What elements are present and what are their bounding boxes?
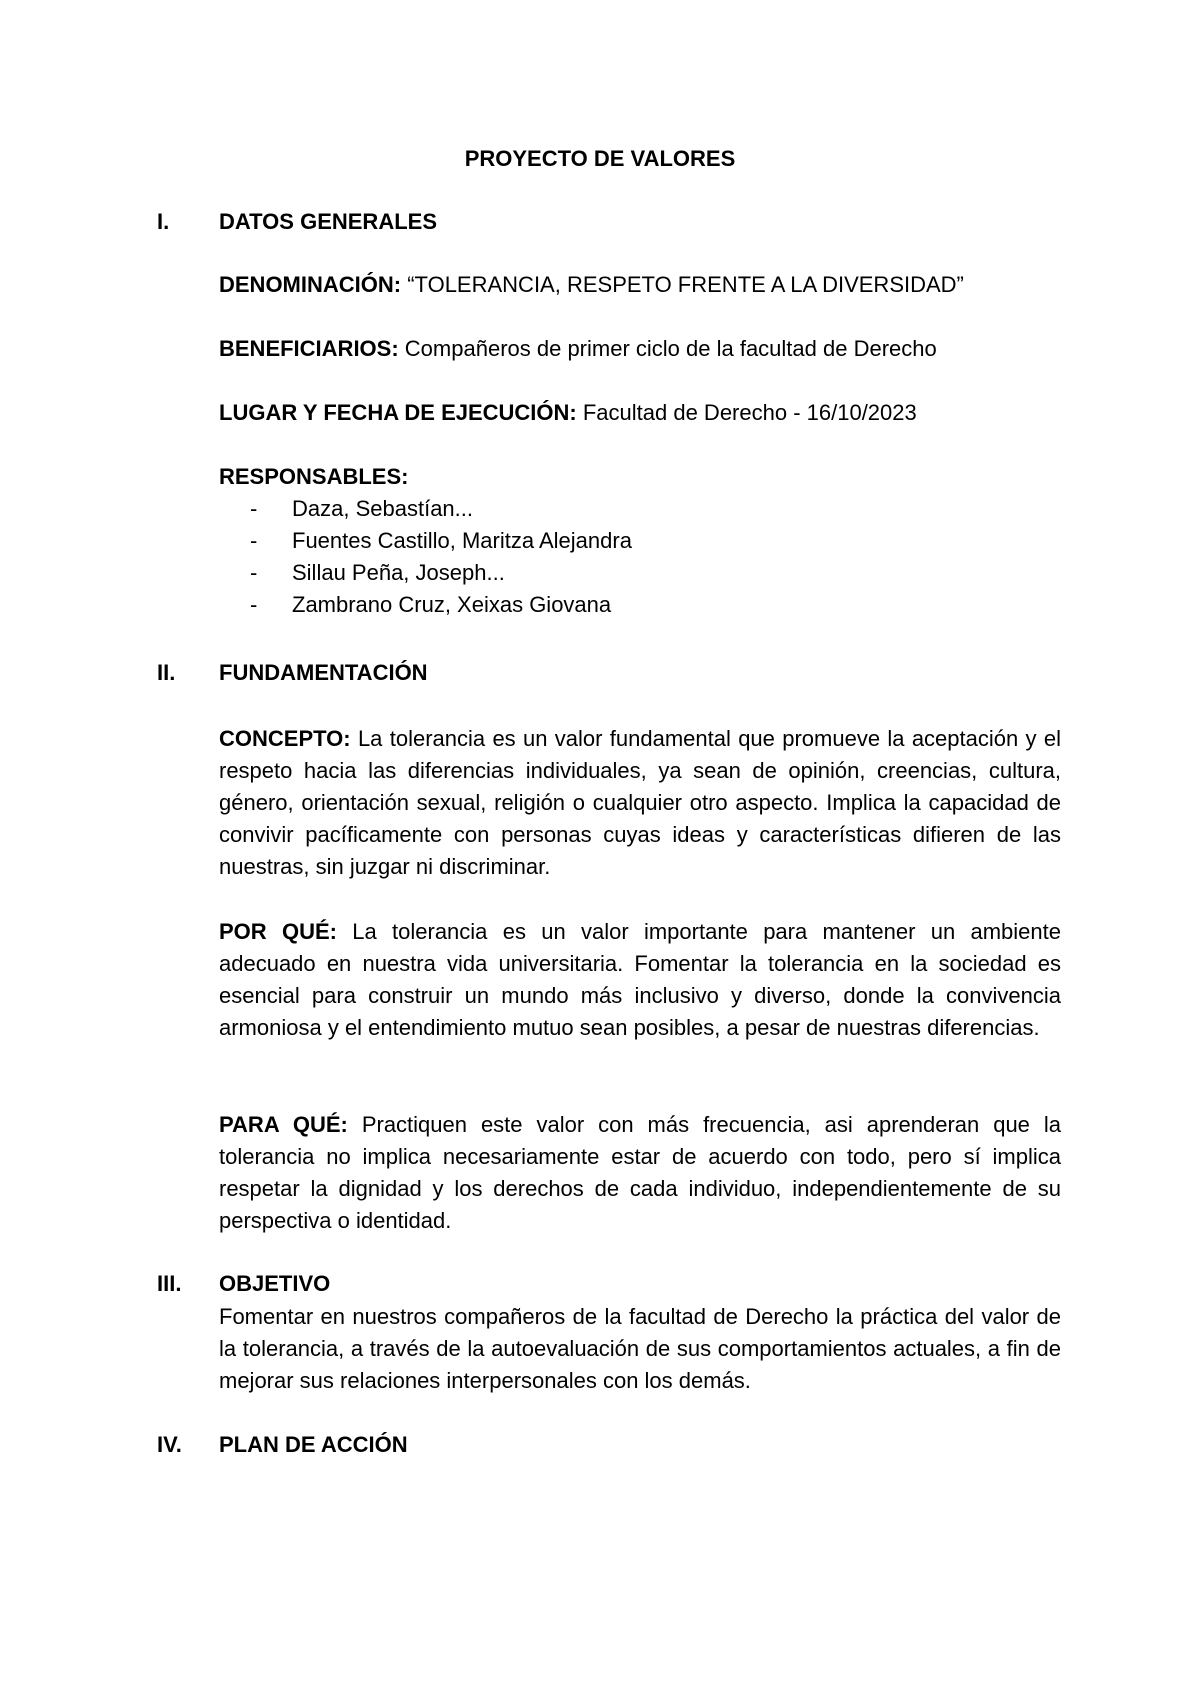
list-dash: - [250,528,258,553]
denominacion-value: “TOLERANCIA, RESPETO FRENTE A LA DIVERSIDAD” [407,272,964,297]
section-number: I. [157,209,170,234]
objetivo-paragraph [219,1301,1061,1397]
lugar-fecha-line [219,400,917,426]
responsable-name: Sillau Peña, Joseph... [292,560,505,585]
responsable-name: Fuentes Castillo, Maritza Alejandra [292,528,632,553]
concepto-text: La tolerancia es un valor fundamental que promueve la aceptación y el respeto hacia las diferencias individuales, ya sean de opinión, creencias, cultura, género, orientación sexual, religión o cualquier otro aspecto. Implica la capacidad de convivir pacíficamente con personas cuyas ideas y características difieren de las nuestras, sin juzgar ni discriminar. [219,726,1061,879]
document-title: PROYECTO DE VALORES [464,146,736,171]
section-label: DATOS GENERALES [219,209,437,234]
lugar-fecha-value: Facultad de Derecho - 16/10/2023 [582,400,917,425]
responsables-label: RESPONSABLES: [219,464,409,489]
beneficiarios-value: Compañeros de primer ciclo de la facultad de Derecho [404,336,937,361]
por-que-label: POR QUÉ: [219,919,353,944]
denominacion-label: DENOMINACIÓN: [219,272,408,297]
list-dash: - [250,592,258,617]
section-label: FUNDAMENTACIÓN [219,660,428,685]
lugar-fecha-label: LUGAR Y FECHA DE EJECUCIÓN: [219,400,583,425]
beneficiarios-label: BENEFICIARIOS: [219,336,405,361]
para-que-label: PARA QUÉ: [219,1112,362,1137]
list-dash: - [250,496,258,521]
responsable-name: Zambrano Cruz, Xeixas Giovana [292,592,612,617]
responsables-line [219,464,408,490]
section-label: PLAN DE ACCIÓN [219,1432,408,1457]
responsable-name: Daza, Sebastían... [292,496,473,521]
por-que-paragraph [219,916,1061,1044]
objetivo-text: Fomentar en nuestros compañeros de la facultad de Derecho la práctica del valor de la tolerancia, a través de la autoevaluación de sus comportamientos actuales, a fin de mejorar sus relaciones interpersonales con los demás. [219,1304,1061,1393]
para-que-text: Practiquen este valor con más frecuencia, asi aprenderan que la tolerancia no implica necesariamente estar de acuerdo con todo, pero sí implica respetar la dignidad y los derechos de cada individuo, independientemente de su perspectiva o identidad. [219,1112,1061,1233]
concepto-label: CONCEPTO: [219,726,358,751]
section-label: OBJETIVO [219,1271,331,1296]
denominacion-line [219,272,964,298]
section-number: III. [157,1271,182,1296]
por-que-text: La tolerancia es un valor importante para mantener un ambiente adecuado en nuestra vida universitaria. Fomentar la tolerancia en la sociedad es esencial para construir un mundo más inclusivo y diverso, donde la convivencia armoniosa y el entendimiento mutuo sean posibles, a pesar de nuestras diferencias. [219,919,1062,1040]
list-dash: - [250,560,258,585]
section-number: IV. [157,1432,182,1457]
beneficiarios-line [219,336,937,362]
para-que-paragraph [219,1109,1061,1237]
concepto-paragraph [219,723,1061,883]
section-number: II. [157,660,176,685]
